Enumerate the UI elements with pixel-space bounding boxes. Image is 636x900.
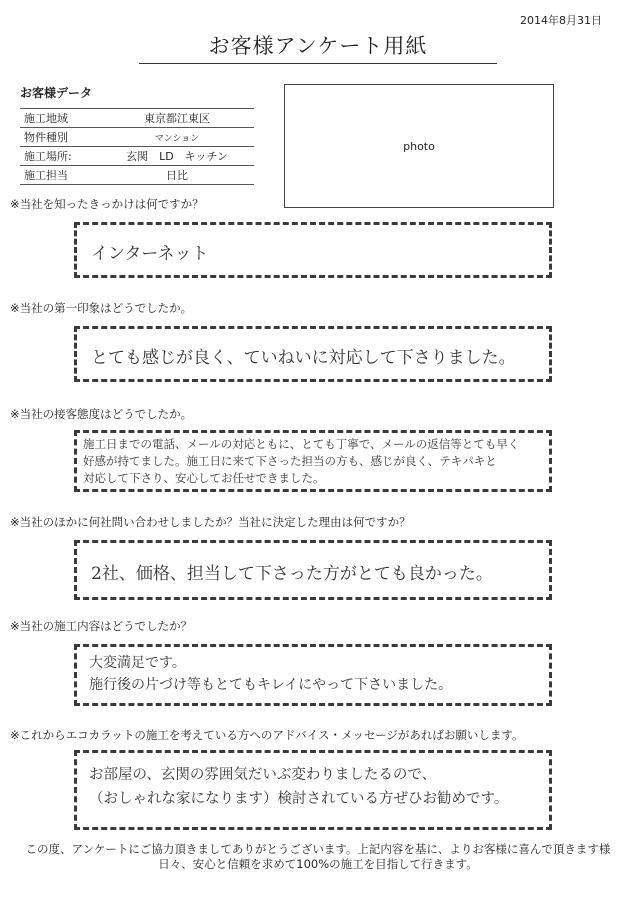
survey-date: 2014年8月31日 [520, 14, 602, 27]
footer-message [0, 842, 636, 872]
answer-box-5 [74, 644, 552, 706]
question-6: ※これからエコカラットの施工を考えている方へのアドバイス・メッセージがあればお願いします。 [10, 728, 524, 742]
answer-line: 対応して下さり、安心してお任せできました。 [83, 471, 325, 485]
answer-box-2 [74, 326, 552, 382]
answer-box-6 [74, 750, 552, 830]
photo-label: photo [403, 139, 435, 153]
answer-line: とても感じが良く、ていねいに対応して下さりました。 [91, 348, 516, 368]
answer-box-4 [74, 540, 552, 600]
row-value: 日比 [100, 166, 254, 185]
answer-line: インターネット [91, 244, 209, 264]
answer-box-1 [74, 222, 552, 278]
row-label: 物件種別 [20, 128, 100, 147]
page-title: お客様アンケート用紙 [139, 30, 498, 64]
answer-line: （おしゃれな家になります）検討されている方ぜひお勧めです。 [89, 791, 509, 807]
table-row [20, 109, 254, 128]
row-label: 施工担当 [20, 166, 100, 185]
answer-line: 施工日までの電話、メールの対応ともに、とても丁寧で、メールの返信等とても早く [83, 437, 520, 451]
answer-line: お部屋の、玄関の雰囲気だいぶ変わりましたるので、 [89, 767, 437, 783]
table-row [20, 147, 254, 166]
customer-data-heading: お客様データ [20, 86, 93, 100]
row-value: マンション [100, 128, 254, 147]
photo-placeholder [284, 84, 554, 208]
question-5: ※当社の施工内容はどうでしたか？ [10, 619, 193, 633]
row-value: 玄関 LD キッチン [100, 147, 254, 166]
customer-data-table [20, 108, 254, 185]
row-value: 東京都江東区 [100, 109, 254, 128]
question-3: ※当社の接客態度はどうでしたか。 [10, 407, 193, 421]
answer-line: 2社、価格、担当して下さった方がとても良かった。 [91, 564, 493, 584]
footer-line: この度、アンケートにご協力頂きましてありがとうございます。上記内容を基に、よりお客様に喜んで頂きます様 [25, 842, 611, 856]
table-row [20, 166, 254, 185]
answer-line: 施行後の片づけ等もとてもキレイにやって下さいました。 [89, 677, 453, 693]
row-label: 施工場所: [20, 147, 100, 166]
row-label: 施工地域 [20, 109, 100, 128]
footer-line: 日々、安心と信頼を求めて100%の施工を目指して行きます。 [158, 857, 478, 871]
answer-box-3 [74, 430, 552, 492]
question-4: ※当社のほかに何社問い合わせしましたか？当社に決定した理由は何ですか？ [10, 515, 411, 529]
question-2: ※当社の第一印象はどうでしたか。 [10, 301, 193, 315]
answer-line: 好感が持てました。施工日に来て下さった担当の方も、感じが良く、テキパキと [83, 454, 497, 468]
question-1: ※当社を知ったきっかけは何ですか？ [10, 197, 204, 211]
answer-line: 大変満足です。 [89, 655, 186, 671]
table-row [20, 128, 254, 147]
